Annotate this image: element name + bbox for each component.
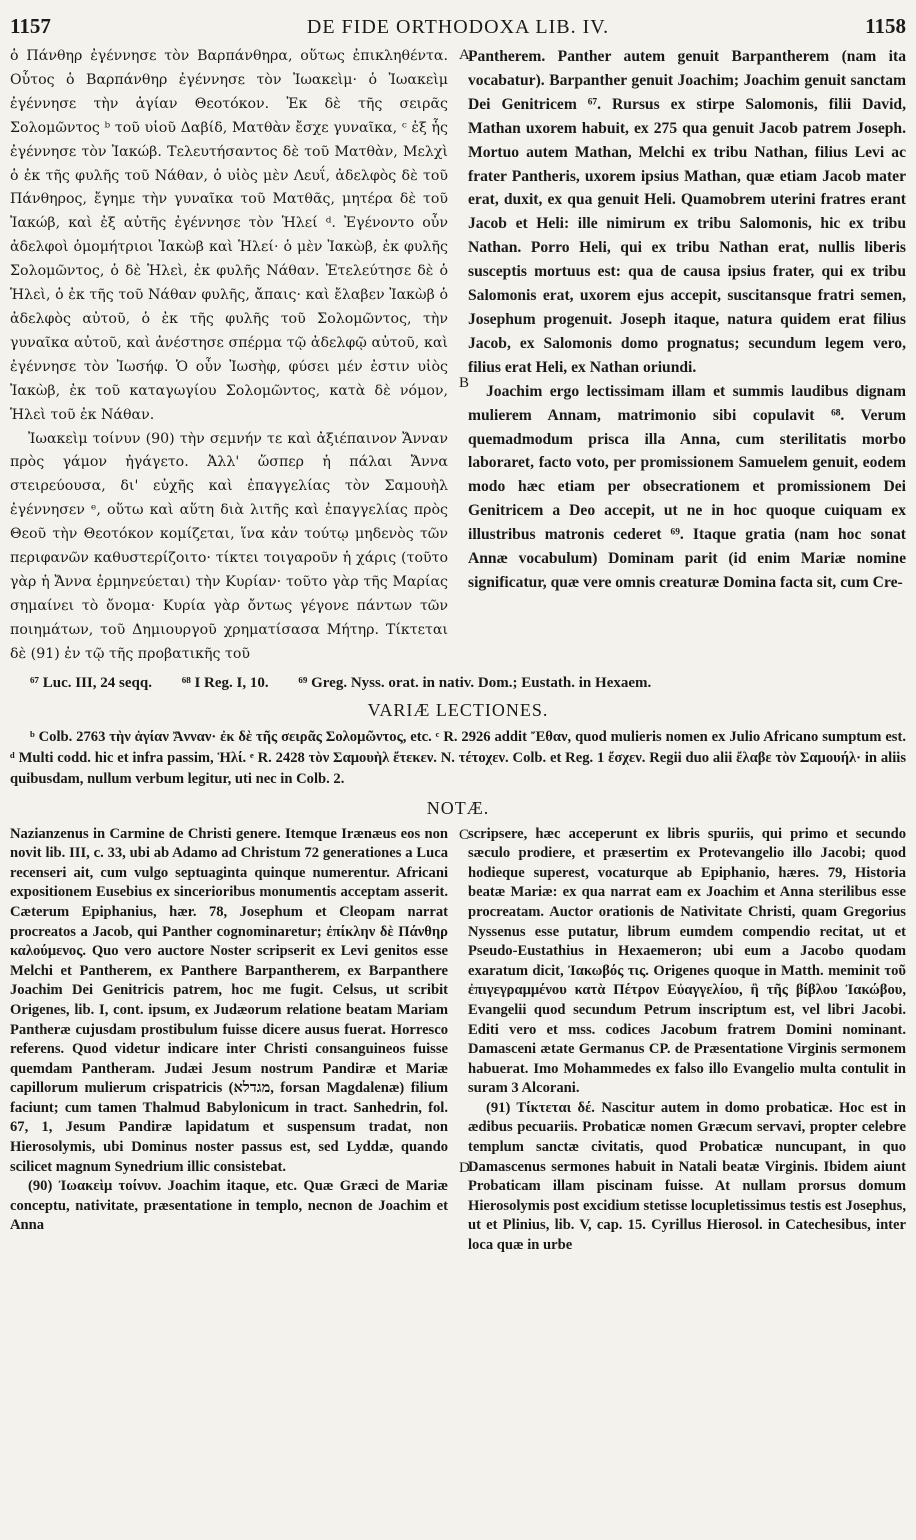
margin-mark-a: A [459, 47, 470, 63]
note-paragraph: Nazianzenus in Carmine de Christi genere. Itemque Irænæus eos non novit lib. III, c. 33, ubi ab Adamo ad Christum 72 generationes a Luca recenseri ait, cum vulgo septuaginta quinque numerentur. Africani expositionem Eusebius ex sincerioribus monumentis acceptam asserit. Cæterum Epiphanius, hær. 78, Josephum et Cleopam narrat procreatos a Jacob, qui Panther cognominaretur; ἐπίκλην δὲ Πάνθηρ καλούμενος. Quo vero auctore Noster scripserit ex Levi genitos esse Melchi et Pantherem, ex Panthere Barpantherem, ex Barpanthere Joachim Dei Genitricis patrem, hoc me fugit. Celsus, ut scribit Origenes, lib. I, cont. ipsum, ex Judæorum relatione beatam Mariam Pantheræ cujusdam prostibulum fuisse dicere ausus fuerat. Horresco referens. Quod videtur indicare inter Christi consanguineos fuisse quemdam Pantheram. Judæi Jesum nostrum Pandiræ et Mariæ capillorum mulierum crispatricis (מגדלא, forsan Magdalenæ) filium faciunt; cum tamen Thalmud Babylonicum in tract. Sanhedrin, fol. 67, 1, Jesum Pandiræ lapidatum et suspensum tradat, non Hierosolymis, ubi Dominus noster passus est, sed Lyddæ, quando scilicet magnum Synedrium illic consistebat. [10, 825, 448, 1175]
notae-heading: NOTÆ. [426, 797, 490, 818]
scripture-references [30, 675, 906, 692]
variae-heading: VARIÆ LECTIONES. [367, 699, 549, 720]
note-paragraph: (90) Ἰωακεὶμ τοίνυν. Joachim itaque, etc. Quæ Græci de Mariæ conceptu, nativitate, præsentatione in templo, necnon de Joachim et Anna [10, 1178, 448, 1234]
greek-column [10, 45, 458, 667]
greek-paragraph: Ἰωακεὶμ τοίνυν (90) τὴν σεμνήν τε καὶ ἀξιέπαινον Ἄνναν πρὸς γάμον ἠγάγετο. Ἀλλ' ὥσπερ ἡ πάλαι Ἄννα στειρεύουσα, δι' εὐχῆς καὶ ἐπαγγελίας τὸν Σαμουὴλ ἐγέννησεν ᵉ, οὕτω καὶ αὕτη διὰ λιτῆς καὶ ἐπαγγελίας πρὸς Θεοῦ τὴν Θεοτόκον κομίζεται, ἵνα κἀν τούτῳ μηδενὸς τῶν περιφανῶν καθυστερίζοιτο· τίκτει τοιγαροῦν ἡ χάρις (τοῦτο γὰρ ἡ Ἄννα ἑρμηνεύεται) τὴν Κυρίαν· τοῦτο γὰρ τῆς Μαρίας σημαίνει τὸ ὄνομα· Κυρία γὰρ ὄντως γέγονε πάντων τῶν ποιημάτων, τοῦ Δημιουργοῦ χρηματίσασα Μήτηρ. Τίκτεται δὲ (91) ἐν τῷ τῆς προβατικῆς τοῦ [10, 430, 448, 662]
latin-paragraph: Pantherem. Panther autem genuit Barpantherem (nam ita vocabatur). Barpanther genuit Joachim; Joachim genuit sanctam Dei Genitricem ⁶⁷. Rursus ex stirpe Salomonis, filii David, Mathan uxorem habuit, ex 275 qua genuit Jacob patrem Joseph. Mortuo autem Mathan, Melchi ex tribu Nathan, filius Levi ac frater Pantheris, uxorem ipsius Mathan, quæ etiam Jacob mater erat, duxit, ex qua genuit Heli. Quamobrem uterini fratres erant Jacob et Heli: ille nimirum ex tribu Salomonis, hic ex tribu Nathan. Porro Heli, qui ex tribu Nathan erat, nullis liberis susceptis mortuus est: qua de causa ipsius frater, qui ex tribu Salomonis erat, uxorem ejus accepit, suscitansque fratri semen, Josephum progenuit. Joseph itaque, natura quidem erat filius Jacob, ex Salomonis domo prognatus; secundum legem vero, filius erat Heli, ex Nathan oriundi. [468, 48, 906, 376]
margin-mark-c: C [459, 826, 470, 843]
margin-mark-d: D [459, 1159, 470, 1176]
main-columns [10, 45, 906, 667]
latin-paragraph: Joachim ergo lectissimam illam et summis laudibus dignam mulierem Annam, matrimonio sibi copulavit ⁶⁸. Verum quemadmodum prisca illa Anna, cum sterilitatis morbo laboraret, facto voto, per promissionem Samuelem genuit, eodem modo hæc etiam per obsecrationem et promissionem Dei Genitricem a Deo accepit, ut ne in hoc quoque cuiquam ex illustribus matronis cederet ⁶⁹. Itaque gratia (nam hoc sonat Annæ vocabulum) Dominam parit (id enim Mariæ nomine significatur, quæ vere omnis creaturæ Domina facta sit, cum Cre- [468, 382, 906, 591]
notae-left-column [10, 825, 458, 1256]
reference: ⁶⁷ Luc. III, 24 seqq. [30, 674, 152, 691]
notae-columns [10, 825, 906, 1256]
notae-right-column [458, 825, 906, 1256]
latin-column [458, 45, 906, 667]
note-paragraph: (91) Τίκτεται δέ. Nascitur autem in domo probaticæ. Hoc est in ædibus pecuariis. Probaticæ nomen Græcum servavi, propter celebre templum sanctæ civitatis, quod Probaticæ nuncupant, in quo Damascenus sermones habuit in Natali beatæ Virginis. Ibidem aiunt Probaticam illam piscinam fuisse. At nullam prorsus domum Hierosolymis post excidium stetisse locupletissimus testis est Josephus, ut et Plinius, lib. V, cap. 15. Cyrillus Hierosol. in Catechesibus, inter loca quæ in urbe [468, 1099, 906, 1254]
page-number-left: 1157 [10, 14, 51, 38]
greek-paragraph: ὁ Πάνθηρ ἐγέννησε τὸν Βαρπάνθηρα, οὕτως ἐπικληθέντα. Οὗτος ὁ Βαρπάνθηρ ἐγέννησε τὸν Ἰωακεὶμ· ὁ Ἰωακεὶμ ἐγέννησε τὴν ἁγίαν Θεοτόκον. Ἐκ δὲ τῆς σειρᾶς Σολομῶντος ᵇ τοῦ υἱοῦ Δαβίδ, Ματθὰν ἔσχε γυναῖκα, ᶜ ἐξ ἧς ἐγέννησε τὸν Ἰακώβ. Τελευτήσαντος δὲ τοῦ Ματθὰν, Μελχὶ ὁ ἐκ τῆς φυλῆς τοῦ Νάθαν, ὁ υἱὸς μὲν Λευΐ, ἀδελφὸς δὲ τοῦ Πάνθηρος, ἔγημε τὴν γυναῖκα τοῦ Ματθᾶς, μητέρα δὲ τοῦ Ἰακώβ, καὶ ἐξ αὐτῆς ἐγέννησε τὸν Ἡλεί ᵈ. Ἐγένοντο οὖν ἀδελφοὶ ὁμομήτριοι Ἰακὼβ καὶ Ἡλεί· ὁ μὲν Ἰακὼβ, ἐκ φυλῆς Σολομῶντος, ὁ δὲ Ἡλεὶ, ἐκ φυλῆς Νάθαν. Ἐτελεύτησε δὲ ὁ Ἡλεὶ, ὁ ἐκ τῆς τοῦ Νάθαν φυλῆς, ἄπαις· καὶ ἔλαβεν Ἰακὼβ ὁ ἀδελφὸς αὐτοῦ, ὁ ἐκ τῆς φυλῆς τοῦ Σολομῶντος, τὴν γυναῖκα αὐτοῦ, καὶ ἀνέστησε σπέρμα τῷ ἀδελφῷ αὐτοῦ, καὶ ἐγέννησε τὸν Ἰωσήφ. Ὁ οὖν Ἰωσὴφ, φύσει μέν ἐστιν υἱὸς Ἰακὼβ, ἐκ τοῦ καταγωγίου Σολομῶντος, κατὰ δὲ νόμον, Ἡλεὶ τοῦ ἐκ Νάθαν. [10, 48, 448, 423]
variae-text: ᵇ Colb. 2763 τὴν ἁγίαν Ἄνναν· ἐκ δὲ τῆς σειρᾶς Σολομῶντος, etc. ᶜ R. 2926 addit Ἔθαν, quod mulieris nomen ex Julio Africano sumptum est. ᵈ Multi codd. hic et infra passim, Ἡλί. ᵉ R. 2428 τὸν Σαμουὴλ ἔτεκεν. N. τέτοχεν. Colb. et Reg. 1 ἔσχεν. Regii duo alii ἔλαβε τὸν Σαμουήλ· in aliis quibusdam, nullum verbum legitur, uti nec in Colb. 2. [10, 728, 906, 787]
note-paragraph: scripsere, hæc acceperunt ex libris spuriis, qui primo et secundo sæculo prodiere, et præsertim ex Protevangelio illo Jacobi; quod hodieque superest, vocaturque ab Epiphanio, hæres. 79, Historia beatæ Mariæ: ex qua narrat eam ex Joachim et Anna sterilibus esse procreatam. Auctor orationis de Nativitate Christi, quam Gregorius Nyssenus esse putatur, librum eumdem compendio recitat, ut et Pseudo-Eustathius in Hexaemeron; ubi eum a Jacobo quodam exaratum dicit, Ἰακωβός τις. Origenes quoque in Matth. meminit τοῦ ἐπιγεγραμμένου κατὰ Πέτρον Εὐαγγελίου, ἢ τῆς βίβλου Ἰακώβου, Evangelii quod secundum Petrum inscriptum est, vel libri Jacobi. Editi vero et mss. codices Jacobum fratrem Domini nominant. Damasceni ætate Germanus CP. de Præsentatione Virginis sermonem habuerat. Imo Mohammedes ex falso illo Evangelio multa contulit in suram 3 Alcorani. [468, 825, 906, 1097]
reference: ⁶⁸ I Reg. I, 10. [181, 674, 269, 691]
margin-mark-b: B [459, 375, 470, 391]
reference: ⁶⁹ Greg. Nyss. orat. in nativ. Dom.; Eustath. in Hexaem. [298, 674, 652, 691]
page-number-right: 1158 [865, 14, 906, 38]
running-title: DE FIDE ORTHODOXA LIB. IV. [306, 16, 610, 38]
running-head [10, 14, 906, 39]
variae-lectiones [10, 727, 906, 790]
